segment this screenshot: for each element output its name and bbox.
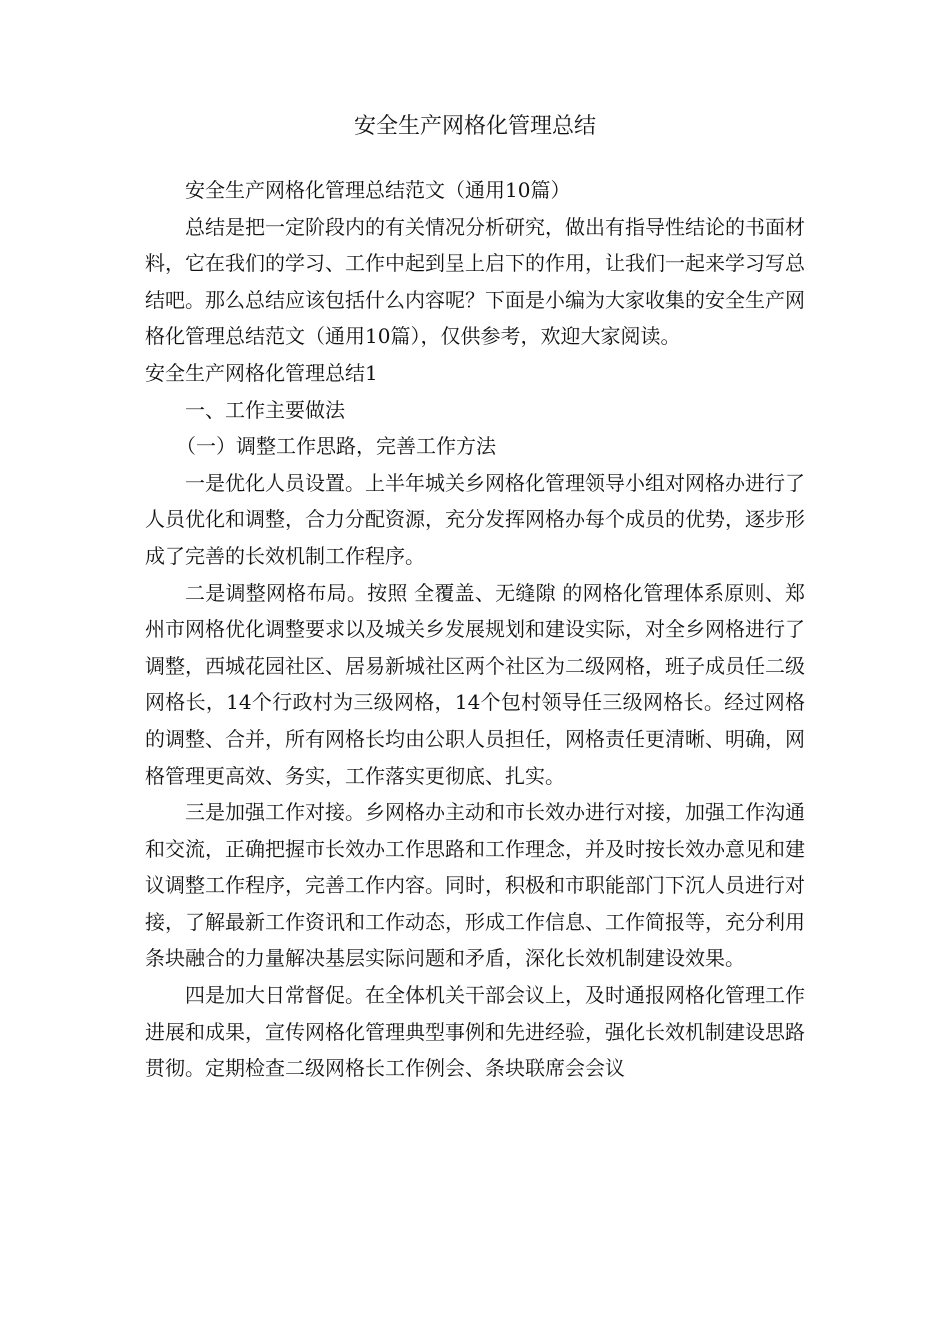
body-paragraph: 四是加大日常督促。在全体机关干部会议上，及时通报网格化管理工作进展和成果，宣传网格化管理典型事例和先进经验，强化长效机制建设思路贯彻。定期检查二级网格长工作例会、条块联席会会议 <box>145 983 805 1081</box>
body-paragraph: 二是调整网格布局。按照 全覆盖、无缝隙 的网格化管理体系原则、郑州市网格优化调整要求以及城关乡发展规划和建设实际，对全乡网格进行了调整，西城花园社区、居易新城社区两个社区为二级网格，班子成员任二级网格长，14个行政村为三级网格，14个包村领导任三级网格长。经过网格的调整、合并，所有网格长均由公职人员担任，网格责任更清晰、明确，网格管理更高效、务实，工作落实更彻底、扎实。 <box>145 580 805 788</box>
body-paragraph: 三是加强工作对接。乡网格办主动和市长效办进行对接，加强工作沟通和交流，正确把握市长效办工作思路和工作理念，并及时按长效办意见和建议调整工作程序，完善工作内容。同时，积极和市职能部门下沉人员进行对接，了解最新工作资讯和工作动态，形成工作信息、工作简报等，充分利用条块融合的力量解决基层实际问题和矛盾，深化长效机制建设效果。 <box>145 800 805 971</box>
intro-paragraph: 总结是把一定阶段内的有关情况分析研究，做出有指导性结论的书面材料，它在我们的学习、工作中起到呈上启下的作用，让我们一起来学习写总结吧。那么总结应该包括什么内容呢？下面是小编为大家收集的安全生产网格化管理总结范文（通用10篇），仅供参考，欢迎大家阅读。 <box>145 214 805 349</box>
section-heading: 安全生产网格化管理总结1 <box>145 360 378 385</box>
document-page <box>145 108 805 1087</box>
subsection-heading: 一、工作主要做法 <box>185 397 345 422</box>
subsubsection-heading: （一）调整工作思路，完善工作方法 <box>176 434 496 459</box>
subtitle-paragraph: 安全生产网格化管理总结范文（通用10篇） <box>185 178 571 202</box>
document-title: 安全生产网格化管理总结 <box>353 114 596 139</box>
body-paragraph: 一是优化人员设置。上半年城关乡网格化管理领导小组对网格办进行了人员优化和调整，合力分配资源，充分发挥网格办每个成员的优势，逐步形成了完善的长效机制工作程序。 <box>145 470 805 568</box>
